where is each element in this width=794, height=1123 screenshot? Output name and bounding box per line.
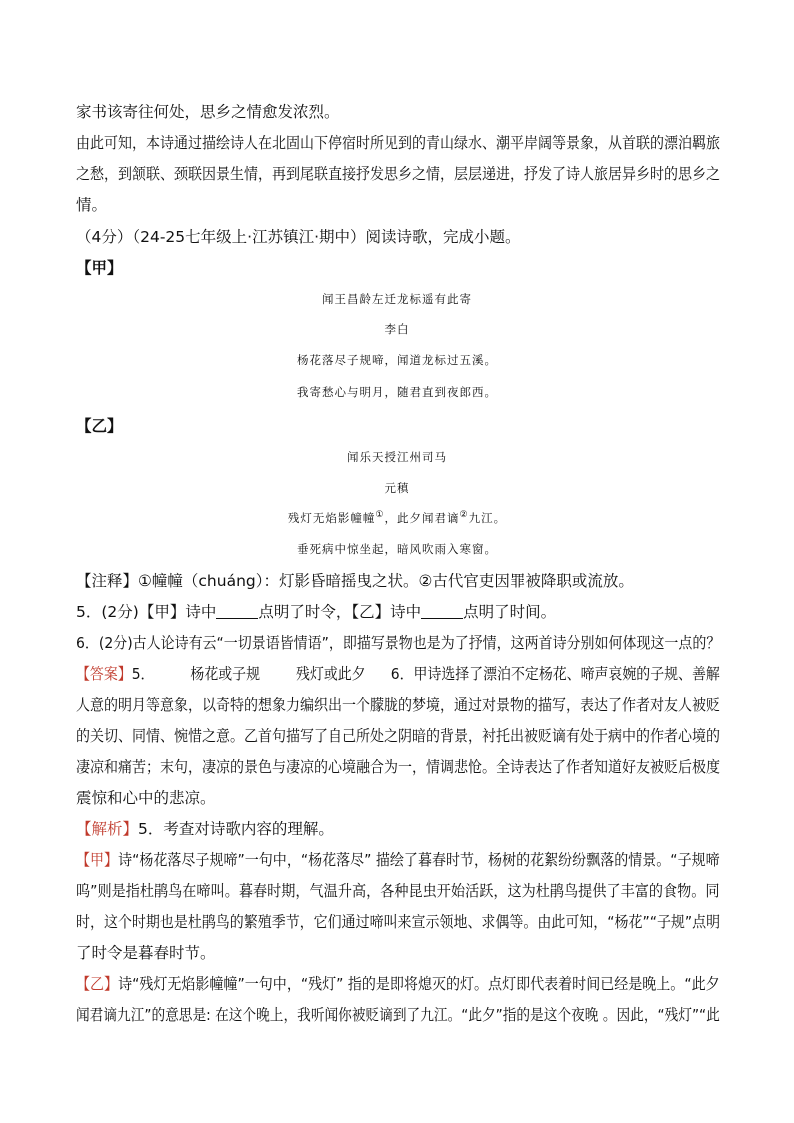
- answer-blank: [216, 604, 258, 619]
- analysis-text: 诗“残灯无焰影幢幢”一句中，“残灯” 指的是即将熄灭的灯。点灯即代表着时间已经是晚上。“此夕: [118, 975, 720, 993]
- analysis-jia-tag: 【甲】: [76, 851, 119, 869]
- poem-jia-author: 李白: [384, 322, 410, 336]
- text-line: 情。: [76, 196, 108, 214]
- answer-line: 的关切、同情、惋惜之意。乙首句描写了自己所处之阴暗的背景，衬托出被贬谪有处于病中的作者心境的: [76, 727, 721, 745]
- analysis-line: [76, 969, 720, 1000]
- question-intro: （4分）（24-25七年级上·江苏镇江·期中）阅读诗歌，完成小题。: [76, 228, 521, 246]
- answer-text: 6．甲诗选择了漂泊不定杨花、啼声哀婉的子规、善解: [390, 665, 720, 683]
- analysis-line: 时，这个时期也是杜鹃鸟的繁殖季节，它们通过啼叫来宣示领地、求偶等。由此可知，“杨花”“子规”点明: [76, 913, 721, 931]
- question-6: 6．(2分)古人论诗有云“一切景语皆情语”，即描写景物也是为了抒情，这两首诗分别如何体现这一点的？: [76, 634, 721, 652]
- answer-line: [76, 659, 720, 690]
- analysis-tag: 【解析】: [76, 820, 139, 838]
- poem-jia-tag: 【甲】: [76, 259, 123, 277]
- analysis-line: 呜”则是指杜鹃鸟在啼叫。暮春时期，气温升高，各种昆虫开始活跃，这为杜鹃鸟提供了丰富的食物。同: [76, 882, 720, 900]
- text-line: 之愁，到颔联、颈联因景生情，再到尾联直接抒发思乡之情，层层递进，抒发了诗人旅居异乡时的思乡之: [76, 165, 721, 183]
- analysis-line: 了时令是暮春时节。: [76, 944, 216, 962]
- analysis-line: 闻君谪九江”的意思是: 在这个晚上，我听闻你被贬谪到了九江。“此夕”指的是这个夜晚 。因此，“残灯”“此: [76, 1006, 720, 1024]
- poem-text: 九江。: [468, 511, 507, 525]
- answer-text: 残灯或此夕: [295, 665, 366, 683]
- answer-text: 5．: [131, 665, 155, 683]
- note-marker: ①: [375, 510, 385, 521]
- poem-jia-line: 我寄愁心与明月，随君直到夜郎西。: [297, 385, 497, 399]
- question-text: 5．(2分)【甲】诗中: [76, 603, 217, 621]
- answer-line: 震惊和心中的悲凉。: [76, 789, 216, 807]
- note-marker: ②: [459, 510, 469, 521]
- analysis-line: [76, 845, 720, 876]
- poem-text: 残灯无焰影幢幢: [287, 511, 376, 525]
- answer-blank: [421, 604, 463, 619]
- poem-yi-tag: 【乙】: [76, 417, 123, 435]
- answer-tag: 【答案】: [76, 665, 132, 683]
- analysis-text: 5．考查对诗歌内容的理解。: [138, 820, 334, 838]
- text-line: 家书该寄往何处，思乡之情愈发浓烈。: [76, 103, 340, 121]
- question-text: 点明了时间。: [463, 603, 557, 621]
- question-text: 点明了时令，【乙】诗中: [258, 603, 422, 621]
- poem-yi-title: 闻乐天授江州司马: [347, 450, 447, 464]
- analysis-yi-tag: 【乙】: [76, 975, 119, 993]
- poem-yi-line: [0, 510, 794, 526]
- poem-jia-line: 杨花落尽子规啼，闻道龙标过五溪。: [297, 353, 497, 367]
- answer-line: 凄凉和痛苦；末句，凄凉的景色与凄凉的心境融合为一，情调悲怆。全诗表达了作者知道好友被贬后极度: [76, 758, 721, 776]
- text-line: 由此可知，本诗通过描绘诗人在北固山下停宿时所见到的青山绿水、潮平岸阔等景象，从首联的漂泊羁旅: [76, 134, 721, 152]
- analysis-line: [76, 814, 720, 845]
- poem-text: ，此夕闻君谪: [384, 511, 460, 525]
- poem-jia-title: 闻王昌龄左迁龙标遥有此寄: [322, 292, 472, 306]
- answer-line: 人意的明月等意象，以奇特的想象力编织出一个朦胧的梦境，通过对景物的描写，表达了作者对友人被贬: [76, 696, 721, 714]
- poem-yi-line: 垂死病中惊坐起，暗风吹雨入寒窗。: [297, 542, 497, 556]
- answer-text: 杨花或子规: [190, 665, 261, 683]
- notes: 【注释】①幢幢（chuáng）：灯影昏暗摇曳之状。②古代官吏因罪被降职或流放。: [76, 572, 634, 590]
- poem-yi-author: 元稹: [384, 481, 410, 495]
- analysis-text: 诗“杨花落尽子规啼”一句中，“杨花落尽” 描绘了暮春时节，杨树的花絮纷纷飘落的情景。“子规啼: [118, 851, 720, 869]
- question-5: [76, 597, 720, 628]
